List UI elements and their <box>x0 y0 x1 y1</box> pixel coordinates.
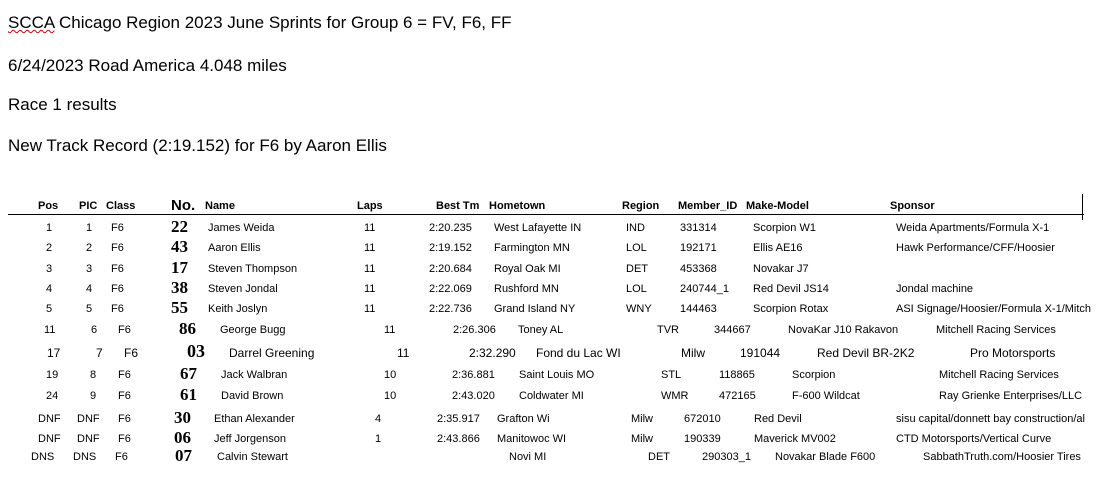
cell-name: Calvin Stewart <box>217 451 288 463</box>
cell-best: 2:20.684 <box>429 263 472 275</box>
title-org: SCCA <box>8 13 55 32</box>
cell-make: F-600 Wildcat <box>792 390 860 402</box>
cell-no: 38 <box>171 278 188 297</box>
cell-sponsor: CTD Motorsports/Vertical Curve <box>896 433 1052 445</box>
event-date-track: 6/24/2023 Road America 4.048 miles <box>8 56 287 75</box>
cell-class: F6 <box>111 242 124 254</box>
cell-class: F6 <box>118 324 131 336</box>
cell-hometown: Grand Island NY <box>494 303 576 315</box>
cell-hometown: Manitowoc WI <box>497 433 567 445</box>
cell-pos: 24 <box>46 390 59 402</box>
cell-name: James Weida <box>208 222 275 234</box>
cell-region: Milw <box>631 413 653 425</box>
cell-class: F6 <box>118 433 131 445</box>
cell-name: Steven Jondal <box>208 283 278 295</box>
header-row <box>8 196 1084 215</box>
cell-pic: 5 <box>86 303 93 315</box>
cell-sponsor: Mitchell Racing Services <box>936 324 1056 336</box>
header-pic: PIC <box>79 200 98 212</box>
cell-pic: DNF <box>77 433 100 445</box>
cell-no: 17 <box>171 258 188 277</box>
cell-hometown: Toney AL <box>518 324 564 336</box>
cell-no: 43 <box>171 237 188 256</box>
cell-pic: DNF <box>77 413 100 425</box>
cell-hometown: Royal Oak MI <box>494 263 561 275</box>
cell-member: 453368 <box>680 263 717 275</box>
cell-pos: 19 <box>46 369 59 381</box>
table-row <box>8 217 1108 237</box>
cell-region: WNY <box>626 303 652 315</box>
header-best: Best Tm <box>436 200 480 212</box>
cell-name: Steven Thompson <box>208 263 298 275</box>
cell-pos: 17 <box>47 346 61 360</box>
cell-laps: 11 <box>364 303 376 315</box>
table-row <box>8 258 1108 278</box>
cell-sponsor: Hawk Performance/CFF/Hoosier <box>896 242 1055 254</box>
track-record-note: New Track Record (2:19.152) for F6 by Aaron Ellis <box>8 136 387 155</box>
table-row <box>8 428 1108 448</box>
cell-sponsor: ASI Signage/Hoosier/Formula X-1/Mitch <box>896 303 1092 315</box>
table-row <box>8 278 1108 298</box>
table-row <box>8 298 1108 318</box>
cell-pos: 4 <box>46 283 53 295</box>
cell-no: 61 <box>180 385 197 404</box>
cell-hometown: Grafton Wi <box>497 413 550 425</box>
cell-make: Red Devil BR-2K2 <box>817 346 915 360</box>
cell-pic: 3 <box>86 263 93 275</box>
table-row <box>8 237 1108 257</box>
cell-laps: 11 <box>364 242 376 254</box>
header-member: Member_ID <box>678 200 738 212</box>
cell-name: Darrel Greening <box>229 346 315 360</box>
cell-make: Novakar J7 <box>753 263 809 275</box>
cell-best: 2:35.917 <box>437 413 480 425</box>
cell-no: 22 <box>171 217 188 236</box>
cell-pos: DNF <box>38 413 61 425</box>
cell-hometown: West Lafayette IN <box>494 222 582 234</box>
header-laps: Laps <box>357 200 383 212</box>
cell-best: 2:32.290 <box>469 346 516 360</box>
cell-laps: 10 <box>384 390 397 402</box>
cell-region: DET <box>626 263 648 275</box>
cell-pic: 9 <box>90 390 97 402</box>
cell-best: 2:43.020 <box>452 390 495 402</box>
cell-name: Aaron Ellis <box>208 242 261 254</box>
cell-class: F6 <box>124 346 139 360</box>
cell-hometown: Saint Louis MO <box>519 369 595 381</box>
cell-member: 240744_1 <box>680 283 729 295</box>
table-row <box>8 446 1108 466</box>
cell-laps: 11 <box>384 324 396 336</box>
cell-member: 290303_1 <box>702 451 751 463</box>
cell-name: Jack Walbran <box>221 369 288 381</box>
cell-sponsor: SabbathTruth.com/Hoosier Tires <box>923 451 1081 463</box>
cell-pos: 5 <box>46 303 53 315</box>
cell-no: 07 <box>175 446 192 465</box>
cell-name: Keith Joslyn <box>208 303 268 315</box>
document-title <box>8 13 512 33</box>
cell-pos: 3 <box>46 263 53 275</box>
cell-region: STL <box>661 369 682 381</box>
table-row <box>8 319 1108 339</box>
cell-member: 331314 <box>680 222 717 234</box>
cell-class: F6 <box>118 369 131 381</box>
cell-best: 2:26.306 <box>453 324 496 336</box>
cell-pic: 7 <box>96 346 103 360</box>
cell-member: 190339 <box>684 433 721 445</box>
cell-region: LOL <box>626 242 647 254</box>
cell-member: 672010 <box>684 413 721 425</box>
cell-hometown: Rushford MN <box>494 283 559 295</box>
cell-pos: 11 <box>44 324 56 336</box>
cell-no: 67 <box>180 364 197 383</box>
cell-class: F6 <box>111 222 124 234</box>
cell-hometown: Novi MI <box>509 451 547 463</box>
cell-no: 86 <box>179 319 196 338</box>
cell-pos: DNS <box>31 451 55 463</box>
cell-pic: 4 <box>86 283 93 295</box>
cell-member: 472165 <box>719 390 756 402</box>
cell-best: 2:36.881 <box>452 369 495 381</box>
cell-hometown: Coldwater MI <box>519 390 584 402</box>
cell-class: F6 <box>111 263 124 275</box>
cell-class: F6 <box>111 303 124 315</box>
header-pos: Pos <box>38 200 59 212</box>
table-row <box>8 364 1108 384</box>
cell-region: Milw <box>631 433 653 445</box>
cell-make: Scorpion <box>792 369 836 381</box>
cell-pic: 2 <box>86 242 93 254</box>
cell-make: Ellis AE16 <box>753 242 803 254</box>
cell-member: 344667 <box>714 324 751 336</box>
cell-class: F6 <box>118 413 131 425</box>
cell-laps: 1 <box>375 433 382 445</box>
cell-make: Maverick MV002 <box>754 433 836 445</box>
header-make: Make-Model <box>746 200 809 212</box>
cell-member: 118865 <box>719 369 755 381</box>
cell-best: 2:22.736 <box>429 303 472 315</box>
table-row <box>8 385 1108 405</box>
cell-class: F6 <box>118 390 131 402</box>
header-sponsor: Sponsor <box>890 200 935 212</box>
header-name: Name <box>205 200 235 212</box>
header-region: Region <box>622 200 660 212</box>
table-row <box>8 341 1108 361</box>
cell-sponsor: Mitchell Racing Services <box>939 369 1059 381</box>
cell-pic: 1 <box>86 222 93 234</box>
cell-member: 192171 <box>680 242 717 254</box>
header-class: Class <box>106 200 136 212</box>
cell-name: Jeff Jorgenson <box>214 433 286 445</box>
cell-make: NovaKar J10 Rakavon <box>788 324 899 336</box>
cell-no: 03 <box>187 341 205 361</box>
cell-pic: DNS <box>73 451 97 463</box>
cell-no: 06 <box>174 428 191 447</box>
cell-sponsor: Pro Motorsports <box>970 346 1056 360</box>
cell-pos: 1 <box>46 222 53 234</box>
cell-make: Scorpion Rotax <box>753 303 829 315</box>
cell-best: 2:19.152 <box>429 242 472 254</box>
cell-region: DET <box>648 451 670 463</box>
cell-pic: 8 <box>90 369 97 381</box>
cell-region: TVR <box>657 324 679 336</box>
cell-sponsor: Weida Apartments/Formula X-1 <box>896 222 1050 234</box>
cell-make: Scorpion W1 <box>753 222 816 234</box>
cell-pos: DNF <box>38 433 61 445</box>
header-no: No. <box>171 197 196 214</box>
cell-laps: 11 <box>364 222 376 234</box>
cell-laps: 11 <box>397 346 410 360</box>
cell-best: 2:20.235 <box>429 222 472 234</box>
cell-best: 2:22.069 <box>429 283 472 295</box>
cell-no: 55 <box>171 298 188 317</box>
cell-region: IND <box>626 222 645 234</box>
cell-laps: 11 <box>364 263 376 275</box>
header-hometown: Hometown <box>489 200 546 212</box>
cell-no: 30 <box>174 408 191 427</box>
cell-laps: 11 <box>364 283 376 295</box>
cell-best: 2:43.866 <box>437 433 480 445</box>
cell-region: WMR <box>661 390 689 402</box>
results-table <box>8 196 1108 486</box>
cell-class: F6 <box>115 451 128 463</box>
cell-make: Red Devil <box>754 413 802 425</box>
cell-name: Ethan Alexander <box>214 413 295 425</box>
cell-region: LOL <box>626 283 647 295</box>
cell-make: Novakar Blade F600 <box>775 451 876 463</box>
cell-pos: 2 <box>46 242 53 254</box>
cell-sponsor: Jondal machine <box>896 283 974 295</box>
cell-name: David Brown <box>221 390 284 402</box>
cell-region: Milw <box>681 346 705 360</box>
cell-laps: 10 <box>384 369 397 381</box>
cell-member: 191044 <box>740 346 781 360</box>
table-row <box>8 408 1108 428</box>
cell-sponsor: Ray Grienke Enterprises/LLC <box>939 390 1083 402</box>
cell-make: Red Devil JS14 <box>753 283 829 295</box>
cell-name: George Bugg <box>220 324 286 336</box>
cell-hometown: Farmington MN <box>494 242 570 254</box>
title-text: Chicago Region 2023 June Sprints for Group 6 = FV, F6, FF <box>54 13 512 32</box>
cell-sponsor: sisu capital/donnett bay construction/al <box>896 413 1085 425</box>
cell-pic: 6 <box>91 324 98 336</box>
cell-laps: 4 <box>375 413 382 425</box>
cell-member: 144463 <box>680 303 717 315</box>
cell-class: F6 <box>111 283 124 295</box>
race-label: Race 1 results <box>8 95 117 114</box>
cell-hometown: Fond du Lac WI <box>536 346 621 360</box>
